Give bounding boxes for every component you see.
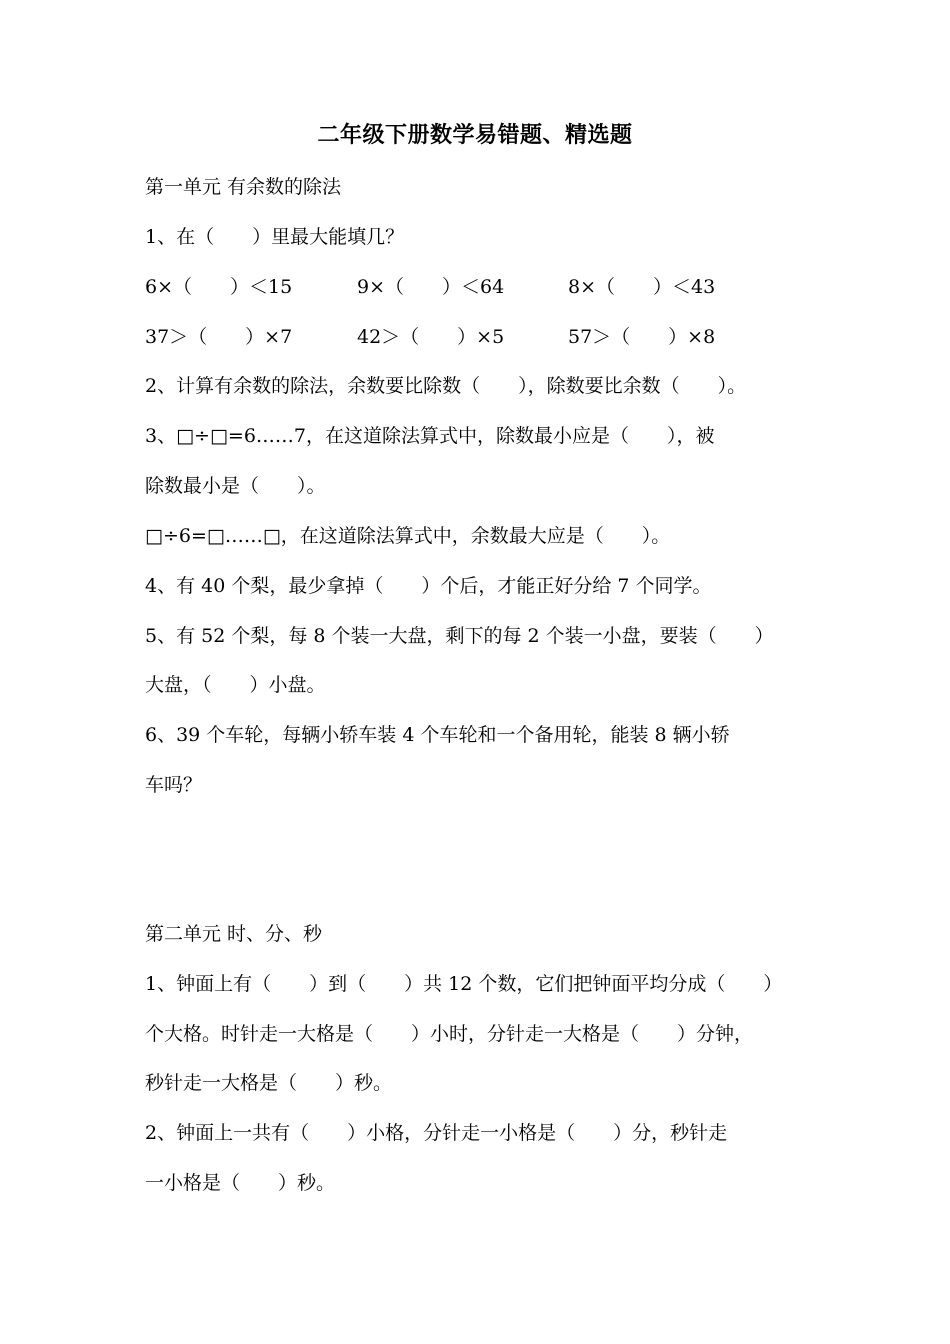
unit2-question1-line2: 个大格。时针走一大格是（ ）小时，分针走一大格是（ ）分钟， [145, 1023, 754, 1045]
unit1-question2: 2、计算有余数的除法，余数要比除数（ ），除数要比余数（ ）。 [145, 375, 747, 397]
inequality-item: 42＞（ ）×5 [357, 326, 505, 348]
unit2-question1-line3: 秒针走一大格是（ ）秒。 [145, 1072, 393, 1094]
unit2-question1-line1: 1、钟面上有（ ）到（ ）共 12 个数，它们把钟面平均分成（ ） [145, 973, 783, 995]
unit2-question2-line2: 一小格是（ ）秒。 [145, 1172, 336, 1194]
unit2-question2-line1: 2、钟面上一共有（ ）小格，分针走一小格是（ ）分，秒针走 [145, 1122, 728, 1144]
unit1-question3-line1: 3、□÷□=6……7，在这道除法算式中，除数最小应是（ ），被 [145, 425, 715, 447]
unit1-question1: 1、在（ ）里最大能填几？ [145, 226, 405, 248]
unit2-heading: 第二单元 时、分、秒 [145, 923, 323, 945]
unit1-question3-line3: □÷6=□……□，在这道除法算式中，余数最大应是（ ）。 [145, 525, 671, 547]
unit1-question3-line2: 除数最小是（ ）。 [145, 475, 326, 497]
unit1-heading: 第一单元 有余数的除法 [145, 176, 342, 198]
unit1-question5-line1: 5、有 52 个梨，每 8 个装一大盘，剩下的每 2 个装一小盘，要装（ ） [145, 625, 774, 647]
page-title: 二年级下册数学易错题、精选题 [317, 123, 633, 148]
unit1-question6-line2: 车吗？ [145, 774, 203, 796]
inequality-item: 9×（ ）＜64 [357, 276, 505, 298]
unit1-question5-line2: 大盘，（ ）小盘。 [145, 674, 326, 696]
unit1-question6-line1: 6、39 个车轮，每辆小轿车装 4 个车轮和一个备用轮，能装 8 辆小轿 [145, 724, 730, 746]
inequality-item: 57＞（ ）×8 [568, 326, 716, 348]
inequality-item: 8×（ ）＜43 [568, 276, 716, 298]
inequality-item: 37＞（ ）×7 [145, 326, 293, 348]
inequality-item: 6×（ ）＜15 [145, 276, 293, 298]
unit1-question4: 4、有 40 个梨，最少拿掉（ ）个后，才能正好分给 7 个同学。 [145, 575, 712, 597]
